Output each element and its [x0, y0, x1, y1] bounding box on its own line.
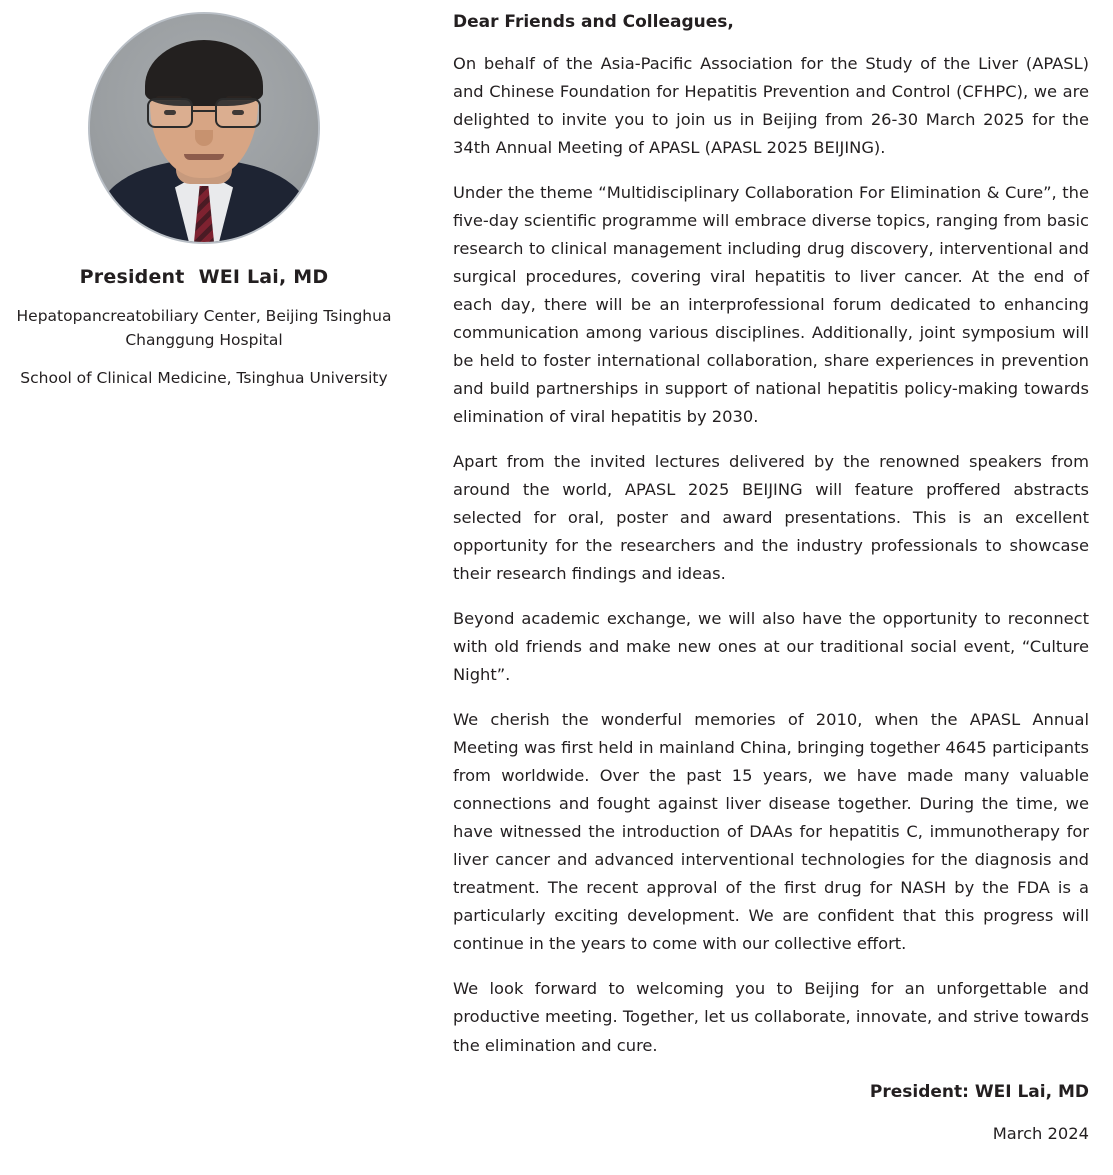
letter-paragraph: Beyond academic exchange, we will also have the opportunity to reconnect with old friends and make new ones at our traditional social event, “Culture Night”. [453, 609, 1089, 685]
letter-salutation: Dear Friends and Colleagues, [453, 12, 734, 32]
letter-paragraph: On behalf of the Asia-Pacific Association for the Study of the Liver (APASL) and Chinese Foundation for Hepatitis Prevention and Control (CFHPC), we are delighted to invite you to join us in Beijing from 26-30 March 2025 for the 34th Annual Meeting of APASL (APASL 2025 BEIJING). [453, 54, 1089, 158]
president-title-label: President [79, 266, 185, 288]
letter-date: March 2024 [992, 1123, 1089, 1143]
portrait-glasses-bridge [193, 110, 215, 112]
letter-paragraph: We cherish the wonderful memories of 2010, when the APASL Annual Meeting was first held in mainland China, bringing together 4645 participants from worldwide. Over the past 15 years, we have made many valuable connections and fought against liver disease together. During the time, we have witnessed the introduction of DAAs for hepatitis C, immunotherapy for liver cancer and advanced interventional technologies for the diagnosis and treatment. The recent approval of the first drug for NASH by the FDA is a particularly exciting development. We are confident that this progress will continue in the years to come with our collective effort. [453, 710, 1089, 954]
portrait-illustration [90, 14, 318, 242]
letter-paragraph: Under the theme “Multidisciplinary Collaboration For Elimination & Cure”, the five-day scientific programme will embrace diverse topics, ranging from basic research to clinical management including drug discovery, interventional and surgical procedures, covering viral hepatitis to liver cancer. At the end of each day, there will be an interprofessional forum dedicated to enhancing communication among various disciplines. Additionally, joint symposium will be held to foster international collaboration, share experiences in prevention and build partnerships in support of national hepatitis policy-making towards elimination of viral hepatitis by 2030. [453, 183, 1089, 427]
portrait-lens-right [215, 98, 261, 128]
president-column [0, 0, 408, 1175]
portrait-lens-left [147, 98, 193, 128]
president-affiliation-primary: Hepatopancreatobiliary Center, Beijing Tsinghua Changgung Hospital [16, 307, 392, 350]
portrait-mouth [184, 154, 224, 160]
president-name-line [0, 266, 408, 288]
letter-column [408, 0, 1113, 1175]
letter-paragraph: Apart from the invited lectures delivered by the renowned speakers from around the world, APASL 2025 BEIJING will feature proffered abstracts selected for oral, poster and award presentations. This is an excellent opportunity for the researchers and the industry professionals to showcase their research findings and ideas. [453, 452, 1089, 584]
president-name: WEI Lai, MD [198, 266, 329, 288]
portrait-glasses [145, 98, 263, 128]
letter-signature: President: WEI Lai, MD [869, 1081, 1089, 1102]
president-affiliation-secondary: School of Clinical Medicine, Tsinghua University [20, 369, 388, 388]
president-portrait [88, 12, 320, 244]
letter-paragraph: We look forward to welcoming you to Beijing for an unforgettable and productive meeting. Together, let us collaborate, innovate, and strive towards the elimination and cure. [453, 979, 1089, 1055]
